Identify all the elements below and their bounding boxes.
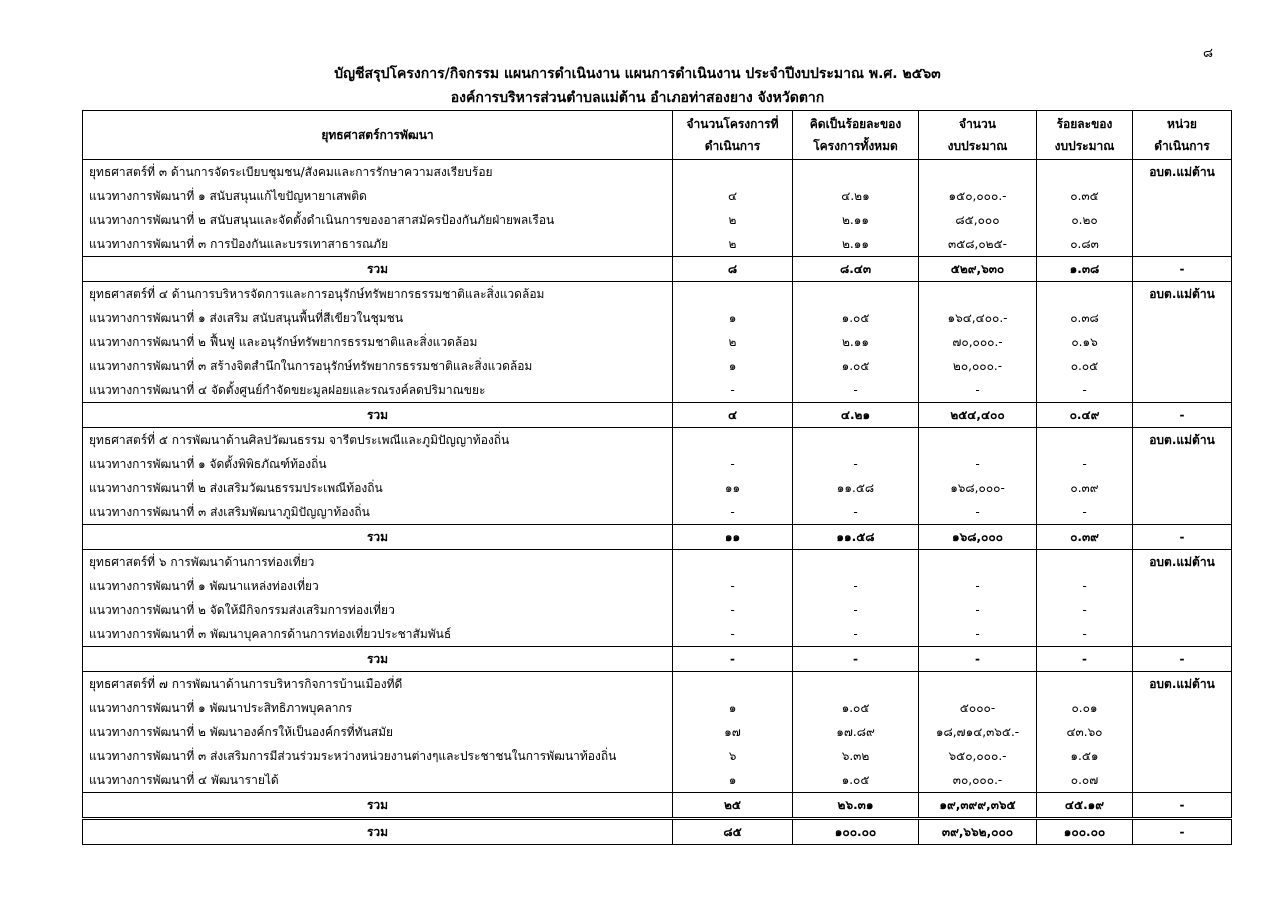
value-cell-budget: ๑๘,๗๑๔,๓๖๕.- [919, 720, 1037, 744]
subtotal-unit: - [1133, 793, 1232, 819]
subtotal-budget-pct: ๐.๓๙ [1037, 525, 1133, 550]
empty-cell [919, 550, 1037, 575]
table-row [83, 768, 1232, 793]
unit-cell [1133, 306, 1232, 330]
value-cell-budget: - [919, 378, 1037, 403]
value-cell-percent: - [793, 378, 919, 403]
value-cell-percent: ๔.๒๑ [793, 184, 919, 208]
value-cell-budget-pct: ๐.๓๘ [1037, 306, 1133, 330]
value-cell-percent: ๒.๑๑ [793, 232, 919, 257]
table-row [83, 476, 1232, 500]
strategy-title: ยุทธศาสตร์ที่ ๓ ด้านการจัดระเบียบชุมชน/สังคมและการรักษาความสงเรียบร้อย [83, 160, 673, 185]
unit-cell [1133, 598, 1232, 622]
unit-cell: อบต.แม่ต้าน [1133, 550, 1232, 575]
value-cell-projects: - [673, 500, 793, 525]
subtotal-row [83, 525, 1232, 550]
grand-total-row [83, 819, 1232, 845]
value-cell-projects: ๑ [673, 354, 793, 378]
value-cell-percent: ๑.๐๕ [793, 306, 919, 330]
table-row [83, 208, 1232, 232]
unit-cell [1133, 696, 1232, 720]
grand-total-budget-pct: ๑๐๐.๐๐ [1037, 819, 1133, 845]
grand-total-label: รวม [83, 819, 673, 845]
table-row [83, 744, 1232, 768]
value-cell-projects: ๖ [673, 744, 793, 768]
value-cell-budget: - [919, 500, 1037, 525]
strategy-row [83, 672, 1232, 697]
header-percent: คิดเป็นร้อยละของ โครงการทั้งหมด [793, 111, 919, 160]
subtotal-unit: - [1133, 403, 1232, 428]
empty-cell [673, 672, 793, 697]
value-cell-percent: ๑๗.๘๙ [793, 720, 919, 744]
subtotal-projects: ๒๕ [673, 793, 793, 819]
unit-cell [1133, 720, 1232, 744]
value-cell-budget-pct: ๐.๒๐ [1037, 208, 1133, 232]
guideline-label: แนวทางการพัฒนาที่ ๒ ส่งเสริมวัฒนธรรมประเพณีท้องถิ่น [83, 476, 673, 500]
grand-total-budget: ๓๙,๖๖๒,๐๐๐ [919, 819, 1037, 845]
guideline-label: แนวทางการพัฒนาที่ ๓ พัฒนาบุคลากรด้านการท่องเที่ยวประชาสัมพันธ์ [83, 622, 673, 647]
value-cell-budget-pct: - [1037, 598, 1133, 622]
empty-cell [793, 282, 919, 307]
header-budget: จำนวน งบประมาณ [919, 111, 1037, 160]
guideline-label: แนวทางการพัฒนาที่ ๑ พัฒนาแหล่งท่องเที่ยว [83, 574, 673, 598]
value-cell-budget-pct: ๐.๓๙ [1037, 476, 1133, 500]
subtotal-label: รวม [83, 647, 673, 672]
value-cell-budget-pct: - [1037, 500, 1133, 525]
value-cell-budget: ๓๕๘,๐๒๕- [919, 232, 1037, 257]
document-subtitle: องค์การบริหารส่วนตำบลแม่ต้าน อำเภอท่าสองยาง จังหวัดตาก [450, 90, 825, 106]
grand-total-projects: ๘๕ [673, 819, 793, 845]
empty-cell [673, 550, 793, 575]
guideline-label: แนวทางการพัฒนาที่ ๑ สนับสนุนแก้ไขปัญหายาเสพติด [83, 184, 673, 208]
empty-cell [919, 428, 1037, 453]
subtotal-budget: ๑๖๘,๐๐๐ [919, 525, 1037, 550]
value-cell-budget: - [919, 452, 1037, 476]
table-row [83, 232, 1232, 257]
value-cell-budget-pct: ๐.๐๑ [1037, 696, 1133, 720]
subtotal-row [83, 647, 1232, 672]
table-row [83, 574, 1232, 598]
subtotal-row [83, 257, 1232, 282]
value-cell-budget: ๖๕๐,๐๐๐.- [919, 744, 1037, 768]
subtotal-label: รวม [83, 793, 673, 819]
subtotal-unit: - [1133, 525, 1232, 550]
value-cell-projects: - [673, 574, 793, 598]
value-cell-budget: ๑๕๐,๐๐๐.- [919, 184, 1037, 208]
empty-cell [793, 550, 919, 575]
value-cell-percent: - [793, 452, 919, 476]
header-projects: จำนวนโครงการที่ ดำเนินการ [673, 111, 793, 160]
header-row [83, 111, 1232, 160]
value-cell-projects: ๑ [673, 696, 793, 720]
value-cell-budget-pct: - [1037, 574, 1133, 598]
header-unit: หน่วย ดำเนินการ [1133, 111, 1232, 160]
value-cell-projects: ๑๑ [673, 476, 793, 500]
subtotal-budget: - [919, 647, 1037, 672]
value-cell-budget: ๘๕,๐๐๐ [919, 208, 1037, 232]
empty-cell [673, 282, 793, 307]
table-row [83, 330, 1232, 354]
guideline-label: แนวทางการพัฒนาที่ ๓ สร้างจิตสำนึกในการอนุรักษ์ทรัพยากรธรรมชาติและสิ่งแวดล้อม [83, 354, 673, 378]
value-cell-percent: ๒.๑๑ [793, 208, 919, 232]
strategy-row [83, 428, 1232, 453]
strategy-title: ยุทธศาสตร์ที่ ๖ การพัฒนาด้านการท่องเที่ยว [83, 550, 673, 575]
strategy-row [83, 282, 1232, 307]
subtotal-unit: - [1133, 257, 1232, 282]
unit-cell [1133, 744, 1232, 768]
empty-cell [673, 160, 793, 185]
guideline-label: แนวทางการพัฒนาที่ ๑ จัดตั้งพิพิธภัณฑ์ท้องถิ่น [83, 452, 673, 476]
value-cell-budget-pct: ๐.๐๕ [1037, 354, 1133, 378]
unit-cell: อบต.แม่ต้าน [1133, 672, 1232, 697]
guideline-label: แนวทางการพัฒนาที่ ๓ การป้องกันและบรรเทาสาธารณภัย [83, 232, 673, 257]
page-number: ๘ [1203, 46, 1214, 61]
value-cell-projects: - [673, 622, 793, 647]
unit-cell [1133, 476, 1232, 500]
subtotal-budget-pct: ๔๕.๑๙ [1037, 793, 1133, 819]
empty-cell [1037, 428, 1133, 453]
value-cell-budget-pct: ๐.๘๓ [1037, 232, 1133, 257]
subtotal-projects: ๘ [673, 257, 793, 282]
unit-cell: อบต.แม่ต้าน [1133, 160, 1232, 185]
subtotal-percent: - [793, 647, 919, 672]
value-cell-budget-pct: - [1037, 452, 1133, 476]
summary-table [82, 110, 1232, 845]
value-cell-percent: ๑.๐๕ [793, 768, 919, 793]
value-cell-projects: ๔ [673, 184, 793, 208]
unit-cell: อบต.แม่ต้าน [1133, 282, 1232, 307]
guideline-label: แนวทางการพัฒนาที่ ๑ พัฒนาประสิทธิภาพบุคลากร [83, 696, 673, 720]
empty-cell [1037, 550, 1133, 575]
value-cell-percent: ๑.๐๕ [793, 696, 919, 720]
strategy-title: ยุทธศาสตร์ที่ ๔ ด้านการบริหารจัดการและการอนุรักษ์ทรัพยากรธรรมชาติและสิ่งแวดล้อม [83, 282, 673, 307]
guideline-label: แนวทางการพัฒนาที่ ๑ ส่งเสริม สนับสนุนพื้นที่สีเขียวในชุมชน [83, 306, 673, 330]
value-cell-projects: ๑๗ [673, 720, 793, 744]
value-cell-projects: ๒ [673, 208, 793, 232]
value-cell-budget-pct: ๐.๑๖ [1037, 330, 1133, 354]
table-row [83, 306, 1232, 330]
value-cell-projects: - [673, 452, 793, 476]
value-cell-percent: ๑๑.๕๘ [793, 476, 919, 500]
empty-cell [919, 160, 1037, 185]
value-cell-percent: - [793, 598, 919, 622]
subtotal-label: รวม [83, 403, 673, 428]
value-cell-budget: - [919, 574, 1037, 598]
unit-cell [1133, 768, 1232, 793]
table-row [83, 696, 1232, 720]
subtotal-projects: ๔ [673, 403, 793, 428]
value-cell-budget: ๕๐๐๐- [919, 696, 1037, 720]
table-row [83, 622, 1232, 647]
value-cell-budget-pct: ๐.๐๗ [1037, 768, 1133, 793]
value-cell-percent: ๒.๑๑ [793, 330, 919, 354]
value-cell-projects: - [673, 598, 793, 622]
value-cell-percent: - [793, 500, 919, 525]
value-cell-percent: ๖.๓๒ [793, 744, 919, 768]
value-cell-projects: - [673, 378, 793, 403]
subtotal-percent: ๘.๔๓ [793, 257, 919, 282]
value-cell-percent: ๑.๐๕ [793, 354, 919, 378]
unit-cell [1133, 500, 1232, 525]
table-row [83, 354, 1232, 378]
guideline-label: แนวทางการพัฒนาที่ ๒ พัฒนาองค์กรให้เป็นองค์กรที่ทันสมัย [83, 720, 673, 744]
value-cell-projects: ๑ [673, 306, 793, 330]
empty-cell [1037, 282, 1133, 307]
subtotal-budget: ๑๙,๓๙๙,๓๖๕ [919, 793, 1037, 819]
unit-cell [1133, 452, 1232, 476]
header-strategy: ยุทธศาสตร์การพัฒนา [83, 111, 673, 160]
value-cell-budget: ๓๐,๐๐๐.- [919, 768, 1037, 793]
table-row [83, 720, 1232, 744]
subtotal-label: รวม [83, 525, 673, 550]
subtotal-label: รวม [83, 257, 673, 282]
value-cell-projects: ๒ [673, 232, 793, 257]
empty-cell [793, 428, 919, 453]
guideline-label: แนวทางการพัฒนาที่ ๔ จัดตั้งศูนย์กำจัดขยะมูลฝอยและรณรงค์ลดปริมาณขยะ [83, 378, 673, 403]
table-row [83, 378, 1232, 403]
value-cell-budget: ๑๖๔,๔๐๐.- [919, 306, 1037, 330]
subtotal-budget: ๒๕๔,๔๐๐ [919, 403, 1037, 428]
guideline-label: แนวทางการพัฒนาที่ ๓ ส่งเสริมพัฒนาภูมิปัญญาท้องถิ่น [83, 500, 673, 525]
value-cell-budget-pct: - [1037, 622, 1133, 647]
guideline-label: แนวทางการพัฒนาที่ ๔ พัฒนารายได้ [83, 768, 673, 793]
unit-cell: อบต.แม่ต้าน [1133, 428, 1232, 453]
subtotal-budget-pct: ๑.๓๘ [1037, 257, 1133, 282]
value-cell-projects: ๑ [673, 768, 793, 793]
value-cell-budget-pct: - [1037, 378, 1133, 403]
value-cell-projects: ๒ [673, 330, 793, 354]
unit-cell [1133, 232, 1232, 257]
guideline-label: แนวทางการพัฒนาที่ ๓ ส่งเสริมการมีส่วนร่วมระหว่างหน่วยงานต่างๆและประชาชนในการพัฒนาท้องถิ่น [83, 744, 673, 768]
value-cell-budget: - [919, 598, 1037, 622]
subtotal-unit: - [1133, 647, 1232, 672]
value-cell-budget: ๒๐,๐๐๐.- [919, 354, 1037, 378]
unit-cell [1133, 208, 1232, 232]
value-cell-budget: ๗๐,๐๐๐.- [919, 330, 1037, 354]
grand-total-percent: ๑๐๐.๐๐ [793, 819, 919, 845]
unit-cell [1133, 378, 1232, 403]
empty-cell [1037, 160, 1133, 185]
unit-cell [1133, 622, 1232, 647]
unit-cell [1133, 184, 1232, 208]
subtotal-row [83, 793, 1232, 819]
grand-total-unit: - [1133, 819, 1232, 845]
strategy-title: ยุทธศาสตร์ที่ ๕ การพัฒนาด้านศิลปวัฒนธรรม จารีตประเพณีและภูมิปัญญาท้องถิ่น [83, 428, 673, 453]
empty-cell [673, 428, 793, 453]
value-cell-percent: - [793, 622, 919, 647]
empty-cell [919, 672, 1037, 697]
value-cell-percent: - [793, 574, 919, 598]
table-row [83, 598, 1232, 622]
empty-cell [793, 160, 919, 185]
subtotal-budget-pct: ๐.๔๙ [1037, 403, 1133, 428]
subtotal-percent: ๒๖.๓๑ [793, 793, 919, 819]
subtotal-projects: - [673, 647, 793, 672]
strategy-row [83, 550, 1232, 575]
table-row [83, 184, 1232, 208]
empty-cell [919, 282, 1037, 307]
strategy-title: ยุทธศาสตร์ที่ ๗ การพัฒนาด้านการบริหารกิจการบ้านเมืองที่ดี [83, 672, 673, 697]
subtotal-percent: ๑๑.๕๘ [793, 525, 919, 550]
value-cell-budget-pct: ๐.๓๕ [1037, 184, 1133, 208]
table-row [83, 500, 1232, 525]
unit-cell [1133, 574, 1232, 598]
subtotal-percent: ๔.๒๑ [793, 403, 919, 428]
empty-cell [1037, 672, 1133, 697]
guideline-label: แนวทางการพัฒนาที่ ๒ จัดให้มีกิจกรรมส่งเสริมการท่องเที่ยว [83, 598, 673, 622]
unit-cell [1133, 330, 1232, 354]
value-cell-budget-pct: ๑.๕๑ [1037, 744, 1133, 768]
subtotal-budget: ๕๒๙,๖๓๐ [919, 257, 1037, 282]
subtotal-row [83, 403, 1232, 428]
strategy-row [83, 160, 1232, 185]
header-budget-percent: ร้อยละของ งบประมาณ [1037, 111, 1133, 160]
subtotal-budget-pct: - [1037, 647, 1133, 672]
subtotal-projects: ๑๑ [673, 525, 793, 550]
value-cell-budget: - [919, 622, 1037, 647]
empty-cell [793, 672, 919, 697]
value-cell-budget-pct: ๔๓.๖๐ [1037, 720, 1133, 744]
guideline-label: แนวทางการพัฒนาที่ ๒ ฟื้นฟู และอนุรักษ์ทรัพยากรธรรมชาติและสิ่งแวดล้อม [83, 330, 673, 354]
value-cell-budget: ๑๖๘,๐๐๐- [919, 476, 1037, 500]
guideline-label: แนวทางการพัฒนาที่ ๒ สนับสนุนและจัดตั้งดำเนินการของอาสาสมัครป้องกันภัยฝ่ายพลเรือน [83, 208, 673, 232]
document-title: บัญชีสรุปโครงการ/กิจกรรม แผนการดำเนินงาน แผนการดำเนินงาน ประจำปีงบประมาณ พ.ศ. ๒๕๖๓ [334, 66, 941, 82]
unit-cell [1133, 354, 1232, 378]
table-row [83, 452, 1232, 476]
